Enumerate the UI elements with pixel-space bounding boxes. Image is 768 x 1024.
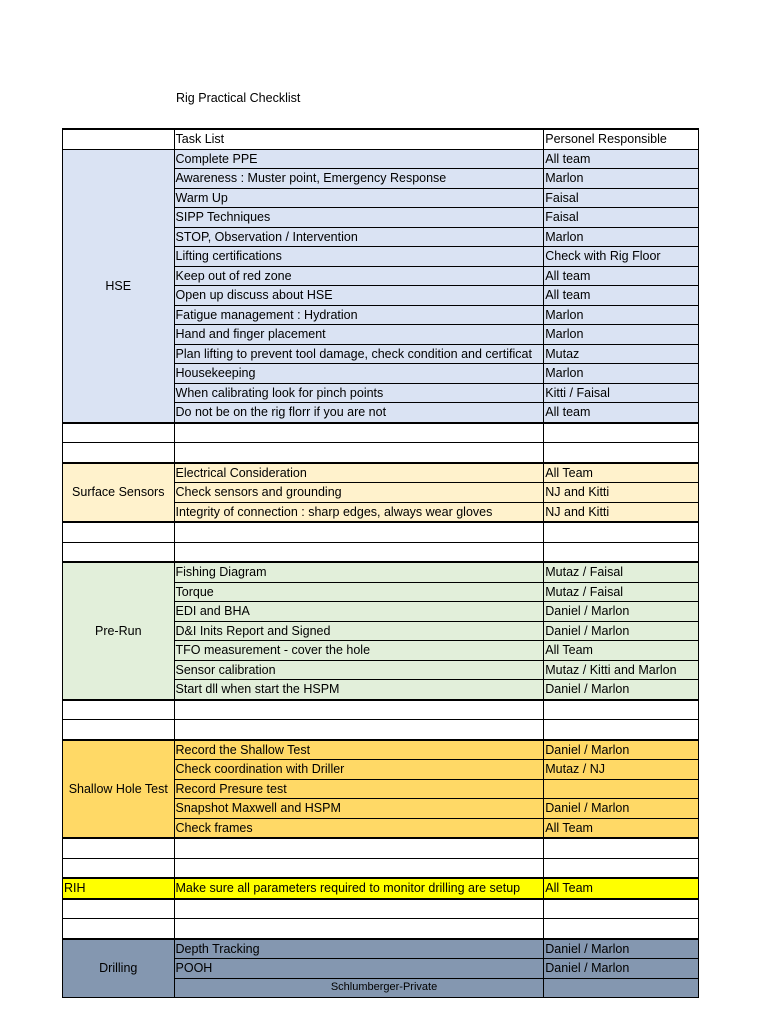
responsible-cell[interactable] xyxy=(544,779,699,799)
section-header-cell[interactable] xyxy=(63,129,175,149)
empty-cell[interactable] xyxy=(63,899,175,919)
task-cell[interactable]: Record Presure test xyxy=(174,779,544,799)
task-cell[interactable]: Plan lifting to prevent tool damage, check condition and certificat xyxy=(174,344,544,364)
task-cell[interactable]: Fatigue management : Hydration xyxy=(174,305,544,325)
empty-cell[interactable] xyxy=(174,700,544,720)
shallow-hole-test-row xyxy=(63,740,699,760)
blank-row xyxy=(63,522,699,542)
empty-cell[interactable] xyxy=(174,899,544,919)
task-cell[interactable]: When calibrating look for pinch points xyxy=(174,383,544,403)
responsible-cell[interactable]: Mutaz xyxy=(544,344,699,364)
responsible-cell[interactable]: Faisal xyxy=(544,188,699,208)
shallow-hole-test-section-label[interactable]: Shallow Hole Test xyxy=(63,740,175,839)
blank-row xyxy=(63,919,699,939)
responsible-cell[interactable]: Marlon xyxy=(544,325,699,345)
footer-classification: Schlumberger-Private xyxy=(330,981,438,993)
empty-cell[interactable] xyxy=(174,919,544,939)
task-cell[interactable]: Check sensors and grounding xyxy=(174,483,544,503)
spreadsheet-area xyxy=(62,128,702,976)
responsible-cell[interactable]: Check with Rig Floor xyxy=(544,247,699,267)
surface-sensors-row xyxy=(63,463,699,483)
blank-row xyxy=(63,423,699,443)
responsible-cell[interactable]: Daniel / Marlon xyxy=(544,621,699,641)
responsible-cell[interactable]: Marlon xyxy=(544,364,699,384)
task-cell[interactable]: Integrity of connection : sharp edges, always wear gloves xyxy=(174,502,544,522)
empty-cell[interactable] xyxy=(174,858,544,878)
responsible-cell[interactable]: NJ and Kitti xyxy=(544,483,699,503)
empty-cell[interactable] xyxy=(544,919,699,939)
empty-cell[interactable] xyxy=(544,899,699,919)
responsible-header[interactable]: Personel Responsible xyxy=(544,129,699,149)
task-cell[interactable]: Check coordination with Driller xyxy=(174,760,544,780)
surface-sensors-section-label[interactable]: Surface Sensors xyxy=(63,463,175,523)
responsible-cell[interactable]: All Team xyxy=(544,641,699,661)
empty-cell[interactable] xyxy=(63,423,175,443)
drilling-section-label[interactable]: Drilling xyxy=(63,939,175,998)
empty-cell[interactable] xyxy=(544,522,699,542)
responsible-cell[interactable]: Marlon xyxy=(544,169,699,189)
responsible-cell[interactable]: Daniel / Marlon xyxy=(544,799,699,819)
task-cell[interactable]: Warm Up xyxy=(174,188,544,208)
responsible-cell[interactable]: Daniel / Marlon xyxy=(544,959,699,979)
task-cell[interactable]: Depth Tracking xyxy=(174,939,544,959)
task-cell[interactable]: Sensor calibration xyxy=(174,660,544,680)
rih-row xyxy=(63,878,699,899)
responsible-cell[interactable]: All Team xyxy=(544,463,699,483)
empty-cell[interactable] xyxy=(544,720,699,740)
checklist-table xyxy=(62,128,699,998)
responsible-cell[interactable]: Marlon xyxy=(544,305,699,325)
responsible-cell[interactable]: Daniel / Marlon xyxy=(544,602,699,622)
task-cell[interactable]: Check frames xyxy=(174,818,544,838)
hse-row xyxy=(63,149,699,169)
task-cell[interactable]: Snapshot Maxwell and HSPM xyxy=(174,799,544,819)
empty-cell[interactable] xyxy=(544,858,699,878)
responsible-cell[interactable]: Mutaz / Faisal xyxy=(544,582,699,602)
empty-cell[interactable] xyxy=(63,542,175,562)
task-cell[interactable]: Complete PPE xyxy=(174,149,544,169)
responsible-cell[interactable]: Marlon xyxy=(544,227,699,247)
blank-row xyxy=(63,700,699,720)
task-cell[interactable]: TFO measurement - cover the hole xyxy=(174,641,544,661)
rih-section-label[interactable]: RIH xyxy=(63,878,175,899)
responsible-cell[interactable]: Faisal xyxy=(544,208,699,228)
responsible-cell[interactable]: All Team xyxy=(544,818,699,838)
task-cell[interactable]: Hand and finger placement xyxy=(174,325,544,345)
task-list-header[interactable]: Task List xyxy=(174,129,544,149)
empty-cell[interactable] xyxy=(63,522,175,542)
pre-run-section-label[interactable]: Pre-Run xyxy=(63,562,175,700)
task-cell[interactable]: Make sure all parameters required to monitor drilling are setup xyxy=(174,878,544,899)
empty-cell[interactable] xyxy=(544,423,699,443)
empty-cell[interactable] xyxy=(63,720,175,740)
empty-cell[interactable] xyxy=(544,443,699,463)
responsible-cell[interactable]: Daniel / Marlon xyxy=(544,740,699,760)
responsible-cell[interactable]: All team xyxy=(544,286,699,306)
task-cell[interactable]: Do not be on the rig florr if you are not xyxy=(174,403,544,423)
task-cell[interactable]: Housekeeping xyxy=(174,364,544,384)
empty-cell[interactable] xyxy=(174,443,544,463)
task-cell[interactable]: Keep out of red zone xyxy=(174,266,544,286)
task-cell[interactable]: Torque xyxy=(174,582,544,602)
responsible-cell[interactable]: Mutaz / Kitti and Marlon xyxy=(544,660,699,680)
responsible-cell[interactable]: All team xyxy=(544,149,699,169)
task-cell[interactable]: Start dll when start the HSPM xyxy=(174,680,544,700)
drilling-row xyxy=(63,939,699,959)
empty-cell[interactable] xyxy=(63,919,175,939)
task-cell[interactable]: Open up discuss about HSE xyxy=(174,286,544,306)
task-cell[interactable]: Awareness : Muster point, Emergency Response xyxy=(174,169,544,189)
blank-row xyxy=(63,443,699,463)
blank-row xyxy=(63,858,699,878)
responsible-cell[interactable]: Mutaz / NJ xyxy=(544,760,699,780)
empty-cell[interactable] xyxy=(174,423,544,443)
responsible-cell[interactable]: All team xyxy=(544,266,699,286)
responsible-cell[interactable]: All team xyxy=(544,403,699,423)
responsible-cell[interactable]: Daniel / Marlon xyxy=(544,939,699,959)
responsible-cell[interactable]: Mutaz / Faisal xyxy=(544,562,699,582)
empty-cell[interactable] xyxy=(174,522,544,542)
task-cell[interactable]: Electrical Consideration xyxy=(174,463,544,483)
task-cell[interactable]: STOP, Observation / Intervention xyxy=(174,227,544,247)
hse-section-label[interactable]: HSE xyxy=(63,149,175,423)
empty-cell[interactable] xyxy=(174,720,544,740)
blank-row xyxy=(63,838,699,858)
responsible-cell[interactable]: Daniel / Marlon xyxy=(544,680,699,700)
empty-cell[interactable] xyxy=(63,838,175,858)
responsible-cell[interactable]: Kitti / Faisal xyxy=(544,383,699,403)
blank-row xyxy=(63,542,699,562)
header-row xyxy=(63,129,699,149)
responsible-cell[interactable]: All Team xyxy=(544,878,699,899)
empty-cell[interactable] xyxy=(63,700,175,720)
empty-cell[interactable] xyxy=(544,700,699,720)
empty-cell[interactable] xyxy=(63,443,175,463)
empty-cell[interactable] xyxy=(174,838,544,858)
blank-row xyxy=(63,720,699,740)
empty-cell[interactable] xyxy=(544,542,699,562)
task-cell[interactable]: Record the Shallow Test xyxy=(174,740,544,760)
task-cell[interactable]: Fishing Diagram xyxy=(174,562,544,582)
task-cell[interactable]: D&I Inits Report and Signed xyxy=(174,621,544,641)
task-cell[interactable]: Lifting certifications xyxy=(174,247,544,267)
empty-cell[interactable] xyxy=(174,542,544,562)
blank-row xyxy=(63,899,699,919)
empty-cell[interactable] xyxy=(544,838,699,858)
task-cell[interactable]: EDI and BHA xyxy=(174,602,544,622)
task-cell[interactable]: POOH xyxy=(174,959,544,979)
empty-cell[interactable] xyxy=(63,858,175,878)
pre-run-row xyxy=(63,562,699,582)
task-cell[interactable]: SIPP Techniques xyxy=(174,208,544,228)
responsible-cell[interactable]: NJ and Kitti xyxy=(544,502,699,522)
page-title: Rig Practical Checklist xyxy=(176,91,301,105)
